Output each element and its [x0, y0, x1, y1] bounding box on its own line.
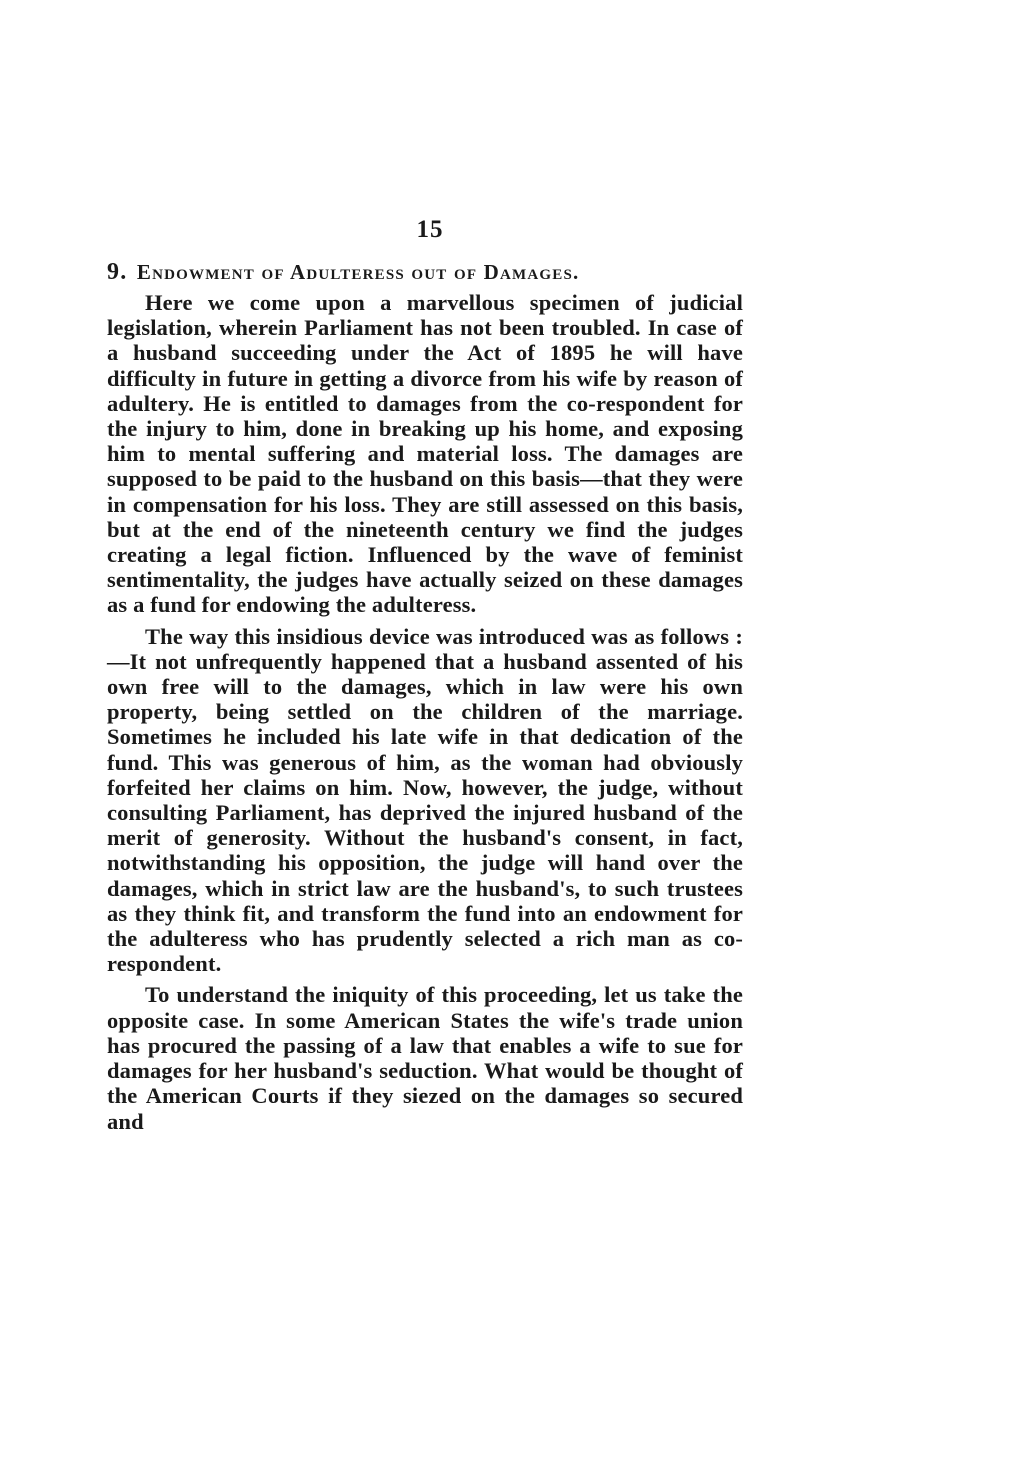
section-title: Endowment of Adulteress out of Damages. [136, 260, 580, 284]
section-number: 9. [107, 259, 128, 285]
paragraph-2: The way this insidious device was introduced was as follows :—It not unfrequently happened that a husband assented of his own free will to the damages, which in law were his own property, being settled on the children of the marriage. Sometimes he included his late wife in that dedication of the fund. This was generous of him, as the woman had obviously forfeited her claims on him. Now, however, the judge, without consulting Parliament, has deprived the injured husband of the merit of generosity. Without the husband's consent, in fact, notwithstanding his opposition, the judge will hand over the damages, which in strict law are the husband's, to such trustees as they think fit, and transform the fund into an endowment for the adulteress who has prudently selected a rich man as co-respondent. [107, 623, 743, 977]
paragraph-3: To understand the iniquity of this proceeding, let us take the opposite case. In some American States the wife's trade union has procured the passing of a law that enables a wife to sue for damages for her husband's seduction. What would be thought of the American Courts if they siezed on the damages so secured and [107, 982, 743, 1134]
text-body [107, 258, 743, 1134]
section-heading [107, 258, 743, 286]
paragraph-1: Here we come upon a marvellous specimen of judicial legislation, wherein Parliament has not been troubled. In case of a husband succeeding under the Act of 1895 he will have difficulty in future in getting a divorce from his wife by reason of adultery. He is entitled to damages from the co-respondent for the injury to him, done in breaking up his home, and exposing him to mental suffering and material loss. The damages are supposed to be paid to the husband on this basis—that they were in compensation for his loss. They are still assessed on this basis, but at the end of the nineteenth century we find the judges creating a legal fiction. Influenced by the wave of feminist sentimentality, the judges have actually seized on these damages as a fund for endowing the adulteress. [107, 290, 743, 618]
page-number: 15 [416, 216, 444, 243]
